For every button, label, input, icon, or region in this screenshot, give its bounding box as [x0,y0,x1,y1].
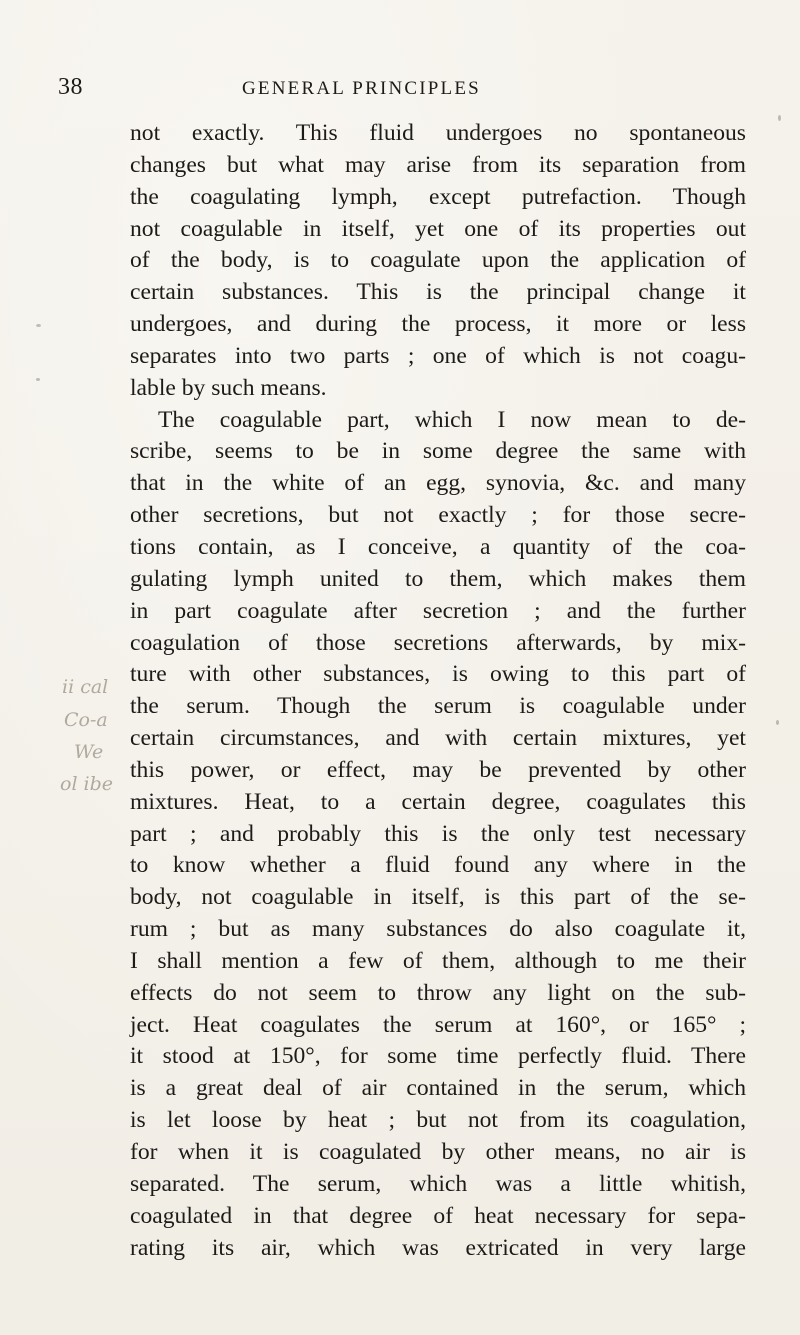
text-line: The coagulable part, which I now mean to de- [158,406,746,433]
text-line: to know whether a fluid found any where in the [130,852,746,879]
text-line: body, not coagulable in itself, is this part of the se- [130,884,746,911]
handwritten-marginalia [0,0,120,1335]
page-header [0,74,800,104]
text-line: the serum. Though the serum is coagulable under [130,693,746,720]
text-line: separated. The serum, which was a little whitish, [130,1170,746,1197]
paper-speck [778,115,781,121]
text-line: ture with other substances, is owing to this part of [130,661,746,688]
text-line: not exactly. This fluid undergoes no spontaneous [130,120,746,146]
text-line: rating its air, which was extricated in very large [130,1234,746,1261]
text-line: separates into two parts ; one of which is not coagu- [130,342,746,369]
text-line: lable by such means. [130,374,327,401]
text-line: not coagulable in itself, yet one of its properties out [130,215,746,242]
text-line: effects do not seem to throw any light on the sub- [130,979,746,1006]
page-number: 38 [58,74,83,100]
running-head: GENERAL PRINCIPLES [242,78,481,99]
text-line: rum ; but as many substances do also coagulate it, [130,916,746,943]
text-line: coagulation of those secretions afterwards, by mix- [130,629,746,656]
text-line: I shall mention a few of them, although to me their [130,947,746,974]
text-line: is let loose by heat ; but not from its coagulation, [130,1107,746,1134]
text-line: that in the white of an egg, synovia, &c. and many [130,470,746,497]
text-line: certain substances. This is the principal change it [130,279,746,306]
paper-speck [36,378,40,381]
text-line: part ; and probably this is the only test necessary [130,820,746,847]
margin-note: ii cal [62,676,109,698]
text-line: of the body, is to coagulate upon the application of [130,247,746,274]
text-line: scribe, seems to be in some degree the same with [130,438,746,465]
paper-speck [776,720,779,725]
text-line: the coagulating lymph, except putrefaction. Though [130,183,746,210]
margin-note: We [74,741,104,763]
text-line: certain circumstances, and with certain mixtures, yet [130,725,746,752]
body-text [130,118,746,1264]
text-line: mixtures. Heat, to a certain degree, coagulates this [130,788,746,815]
text-line: other secretions, but not exactly ; for those secre- [130,502,746,529]
text-line: undergoes, and during the process, it more or less [130,311,746,338]
text-line: it stood at 150°, for some time perfectly fluid. There [130,1043,746,1070]
text-line: tions contain, as I conceive, a quantity of the coa- [130,533,746,560]
text-line: for when it is coagulated by other means, no air is [130,1139,746,1165]
margin-note: Co-a [64,709,108,731]
text-line: this power, or effect, may be prevented by other [130,756,746,783]
paper-speck [36,324,41,327]
margin-note: ol ibe [60,773,114,795]
text-line: is a great deal of air contained in the serum, which [130,1075,746,1102]
text-line: in part coagulate after secretion ; and the further [130,597,746,624]
text-line: changes but what may arise from its separation from [130,151,746,178]
text-line: gulating lymph united to them, which makes them [130,565,746,592]
text-line: ject. Heat coagulates the serum at 160°, or 165° ; [130,1011,746,1038]
text-line: coagulated in that degree of heat necessary for sepa- [130,1202,746,1229]
